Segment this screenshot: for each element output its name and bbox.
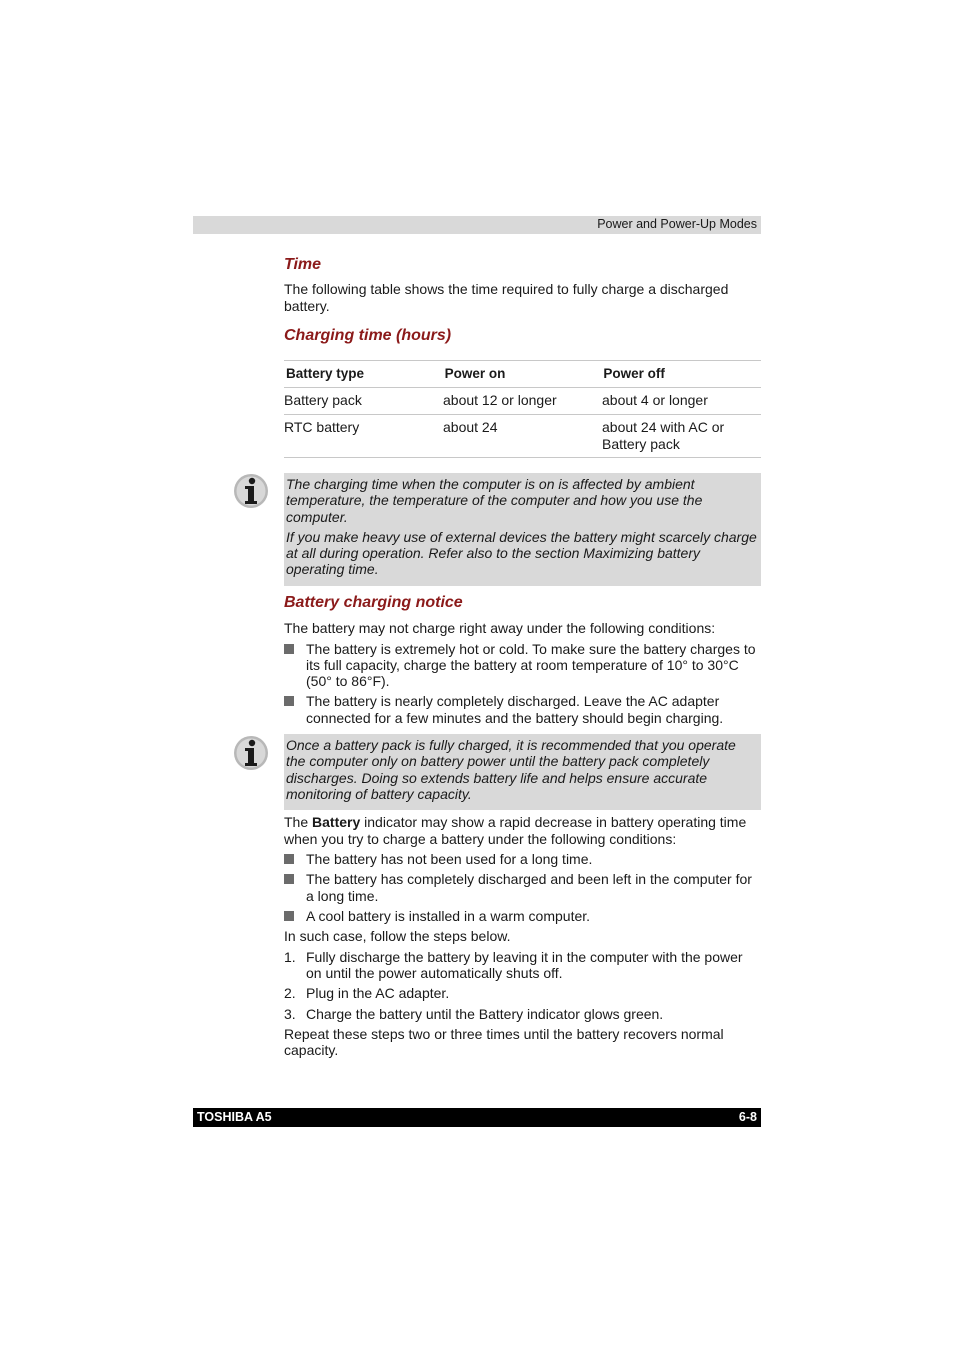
note-box [284, 473, 761, 586]
square-bullet-icon [284, 854, 294, 864]
page-number: 6-8 [738, 1110, 757, 1124]
page-header-bar [193, 216, 761, 234]
list-item: The battery has completely discharged and been left in the computer for a long time. [284, 871, 761, 904]
notice-intro: The battery may not charge right away under the following conditions: [284, 620, 716, 636]
column-header: Battery type [286, 366, 365, 381]
table-cell: RTC battery [284, 419, 360, 435]
square-bullet-icon [284, 911, 294, 921]
indicator-section [284, 814, 761, 1059]
table-header-row [284, 361, 761, 388]
table-cell: about 24 [443, 419, 498, 435]
time-heading: Time [284, 256, 322, 273]
notice-bullet-list [284, 641, 761, 726]
section-title: Power and Power-Up Modes [597, 217, 757, 231]
note-paragraph: If you make heavy use of external devices the battery might scarcely charge at all during operation. Refer also to the section Maximizing battery operating time. [286, 528, 757, 578]
time-section [284, 256, 761, 314]
list-item: The battery is extremely hot or cold. To make sure the battery charges to its full capacity, charge the battery at room temperature of 10° to 30°C (50° to 86°F). [284, 641, 761, 690]
table-cell: about 4 or longer [602, 392, 708, 408]
note-box [284, 734, 761, 810]
charging-time-table [284, 360, 761, 458]
column-header: Power on [444, 366, 506, 381]
column-header: Power off [603, 366, 665, 381]
indicator-bullet-list [284, 851, 761, 924]
charging-table-title [284, 327, 761, 345]
page-footer-bar [193, 1108, 761, 1127]
list-item: 1. Fully discharge the battery by leaving it in the computer with the power on until the power automatically shuts off. [284, 948, 743, 981]
notice-heading: Battery charging notice [284, 594, 463, 611]
info-icon [233, 473, 269, 509]
charging-table-heading: Charging time (hours) [284, 327, 452, 344]
follow-text: In such case, follow the steps below. [284, 928, 511, 945]
indicator-lead: The Battery indicator may show a rapid decrease in battery operating time when you try to charge a battery under the following conditions: [284, 814, 747, 847]
battery-term: Battery [312, 814, 361, 830]
list-item: A cool battery is installed in a warm computer. [284, 908, 761, 924]
model-name: TOSHIBA A5 [197, 1110, 272, 1124]
info-icon [233, 735, 269, 771]
table-row [284, 415, 761, 458]
table-cell: Battery pack [284, 392, 362, 408]
table-cell: about 24 with AC or Battery pack [602, 419, 725, 452]
list-item: The battery has not been used for a long time. [284, 851, 761, 867]
square-bullet-icon [284, 696, 294, 706]
closing-text: Repeat these steps two or three times until the battery recovers normal capacity. [284, 1025, 724, 1059]
table-cell: about 12 or longer [443, 392, 557, 408]
list-item: 3. Charge the battery until the Battery indicator glows green. [284, 1005, 664, 1022]
notice-section [284, 594, 761, 726]
square-bullet-icon [284, 644, 294, 654]
table-row [284, 388, 761, 415]
steps-list [284, 949, 761, 1022]
time-intro: The following table shows the time required to fully charge a discharged battery. [284, 281, 729, 314]
square-bullet-icon [284, 874, 294, 884]
list-item: The battery is nearly completely discharged. Leave the AC adapter connected for a few minutes and the battery should begin charging. [284, 693, 761, 726]
note-paragraph: Once a battery pack is fully charged, it is recommended that you operate the computer only on battery power until the battery pack completely discharges. Doing so extends battery life and helps ensure accurate monitoring of battery capacity. [286, 737, 736, 802]
list-item: 2. Plug in the AC adapter. [284, 985, 450, 1002]
note-paragraph: The charging time when the computer is on is affected by ambient temperature, the temperature of the computer and how you use the computer. [286, 476, 703, 525]
